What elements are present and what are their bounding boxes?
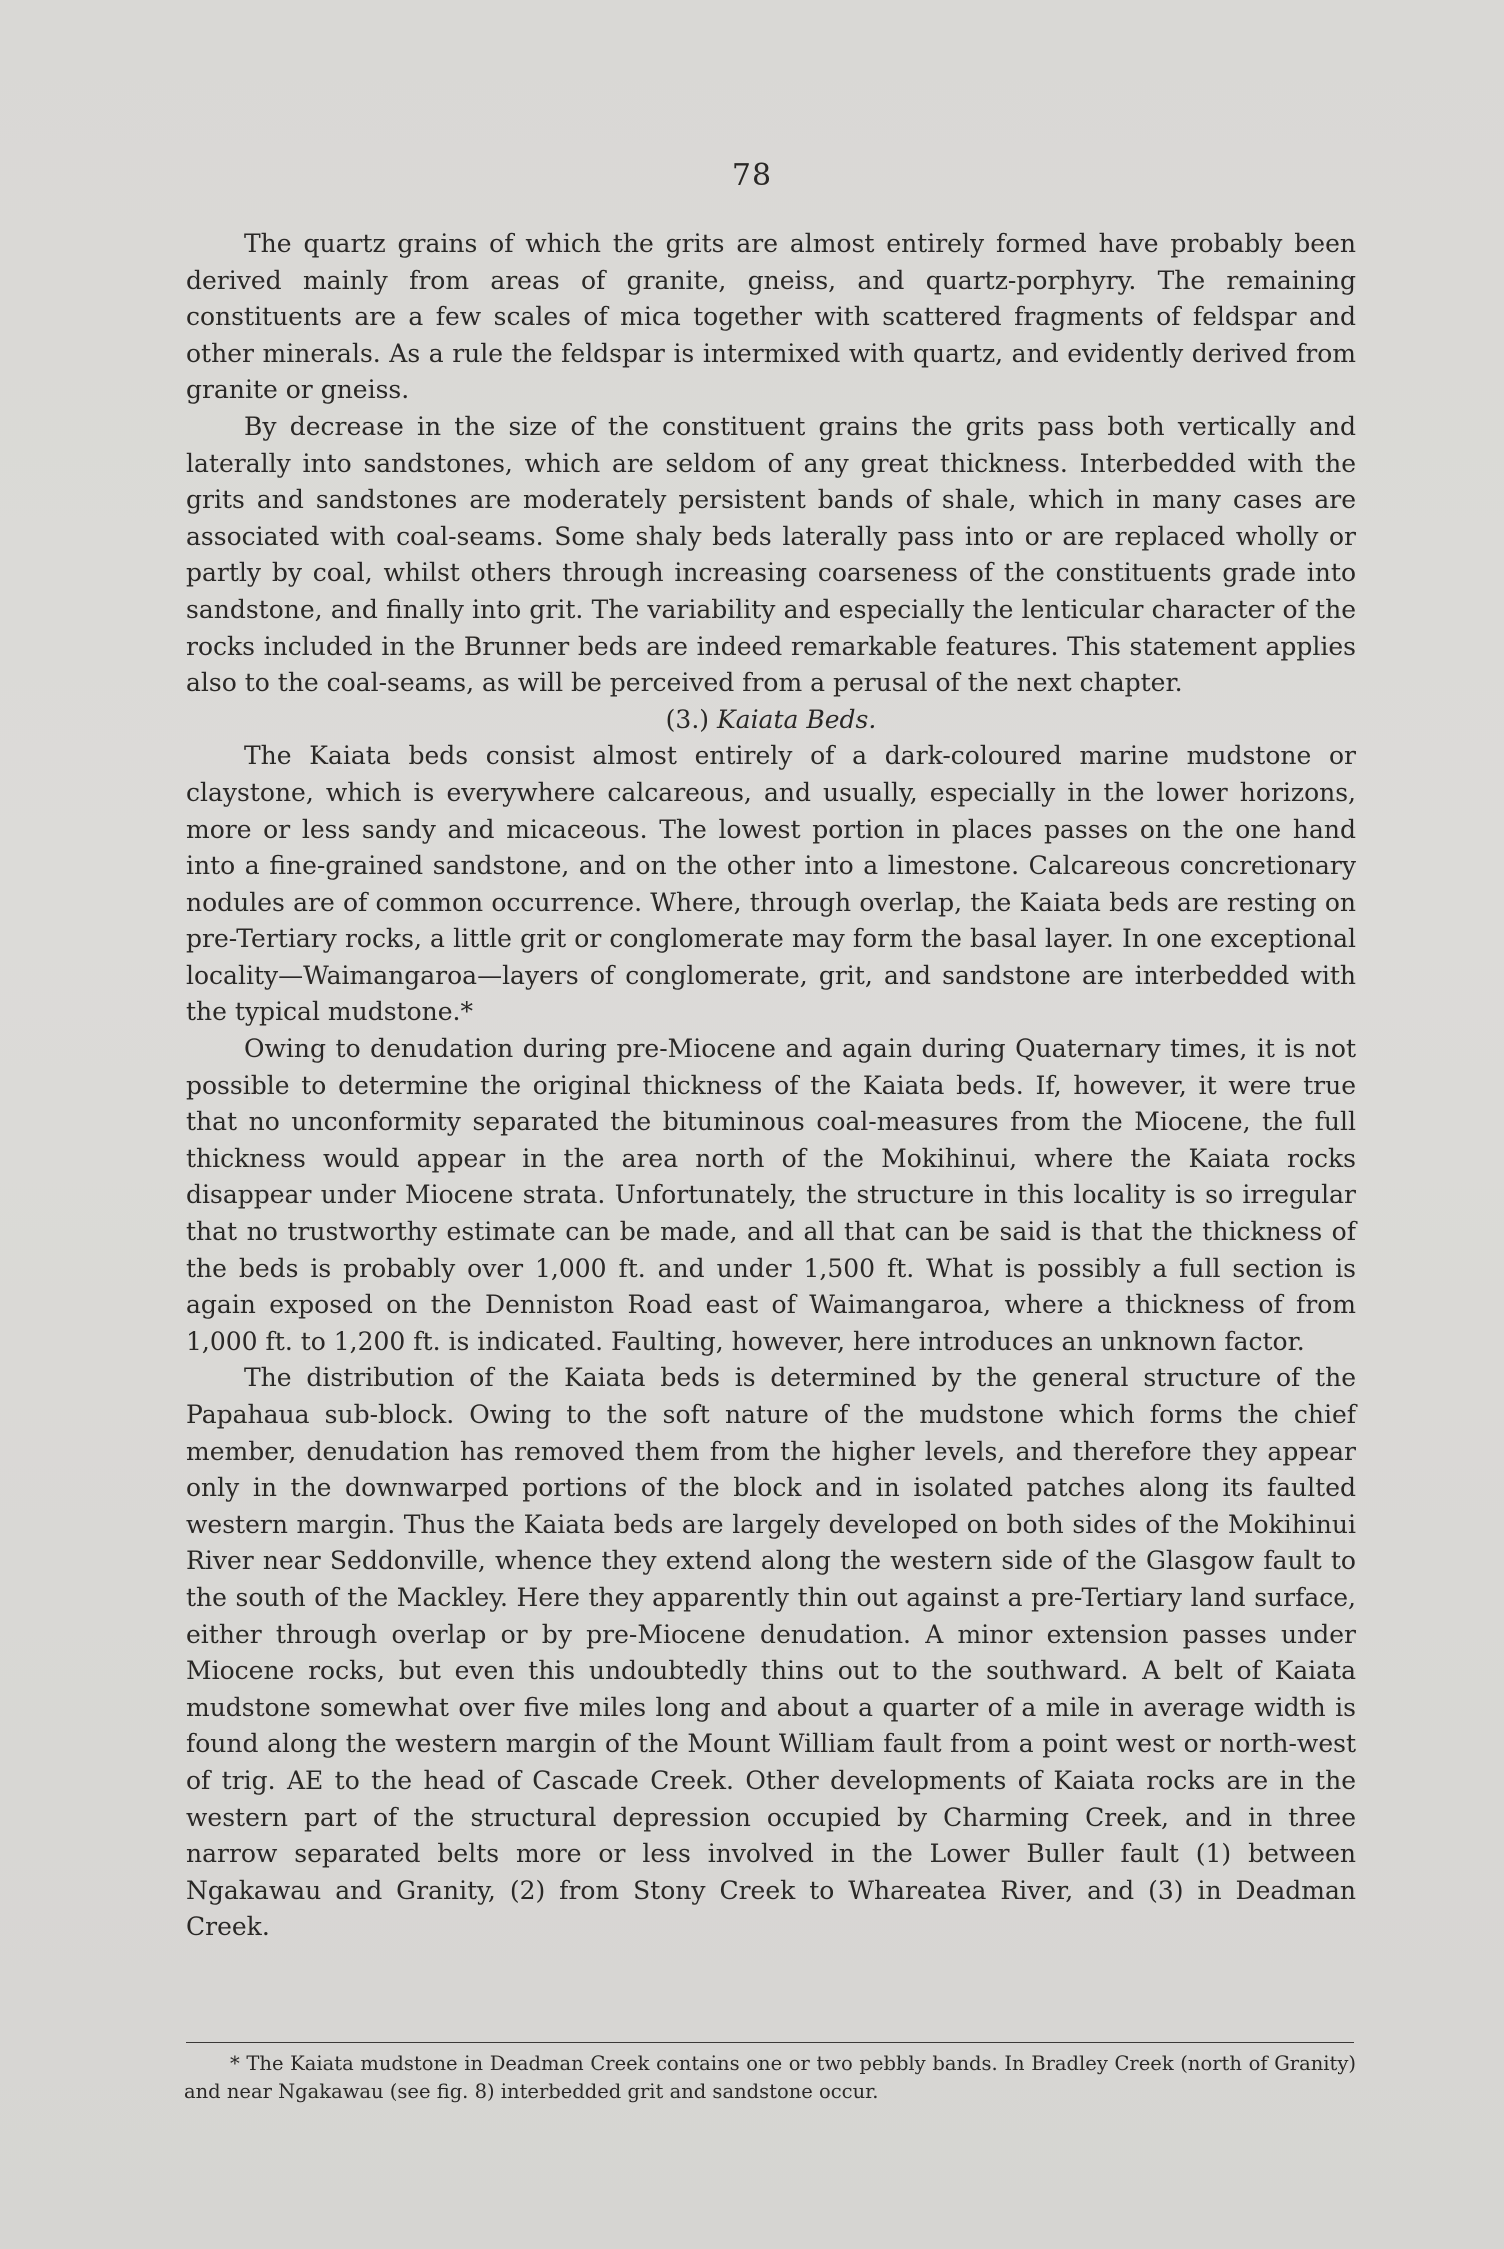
body-text <box>186 226 1356 1946</box>
section-heading <box>186 702 1356 739</box>
paragraph-grain-size: By decrease in the size of the constituent grains the grits pass both vertically and laterally into sandstones, which are seldom of any great thickness. Interbedded with the grits and sandstones are moderately persistent bands of shale, which in many cases are associated with coal-seams. Some shaly beds laterally pass into or are replaced wholly or partly by coal, whilst others through increasing coarseness of the constituents grade into sandstone, and finally into grit. The variability and especially the lenticular character of the rocks included in the Brunner beds are indeed remarkable features. This statement applies also to the coal-seams, as will be perceived from a perusal of the next chapter. <box>186 411 1356 698</box>
paragraph-quartz-grains: The quartz grains of which the grits are almost entirely formed have probably been derived mainly from areas of granite, gneiss, and quartz-porphyry. The remaining constituents are a few scales of mica together with scattered fragments of feldspar and other minerals. As a rule the feldspar is intermixed with quartz, and evidently derived from granite or gneiss. <box>186 229 1356 405</box>
section-number: (3.) <box>665 704 710 734</box>
paragraph-kaiata-distribution: The distribution of the Kaiata beds is determined by the general structure of the Papahaua sub-block. Owing to the soft nature of the mudstone which forms the chief member, denudation has removed them from the higher levels, and therefore they appear only in the downwarped portions of the block and in isolated patches along its faulted western margin. Thus the Kaiata beds are largely developed on both sides of the Mokihinui River near Seddonville, whence they extend along the western side of the Glasgow fault to the south of the Mackley. Here they apparently thin out against a pre-Tertiary land surface, either through overlap or by pre-Miocene denudation. A minor extension passes under Miocene rocks, but even this undoubtedly thins out to the southward. A belt of Kaiata mudstone somewhat over five miles long and about a quarter of a mile in average width is found along the western margin of the Mount William fault from a point west or north-west of trig. AE to the head of Cascade Creek. Other developments of Kaiata rocks are in the western part of the structural depression occupied by Charming Creek, and in three narrow separated belts more or less involved in the Lower Buller fault (1) between Ngakawau and Granity, (2) from Stony Creek to Whareatea River, and (3) in Deadman Creek. <box>186 1363 1356 1942</box>
page-number: 78 <box>731 158 773 193</box>
section-title: Kaiata Beds. <box>716 704 877 734</box>
paragraph-kaiata-composition: The Kaiata beds consist almost entirely of a dark-coloured marine mudstone or claystone, which is everywhere calcareous, and usually, especially in the lower horizons, more or less sandy and micaceous. The lowest portion in places passes on the one hand into a fine-grained sandstone, and on the other into a limestone. Calcareous concretionary nodules are of common occurrence. Where, through overlap, the Kaiata beds are resting on pre-Tertiary rocks, a little grit or conglomerate may form the basal layer. In one exceptional locality—Waimangaroa—layers of conglomerate, grit, and sandstone are interbedded with the typical mudstone.* <box>186 741 1356 1027</box>
paragraph-kaiata-thickness: Owing to denudation during pre-Miocene and again during Quaternary times, it is not possible to determine the original thickness of the Kaiata beds. If, however, it were true that no unconformity separated the bituminous coal-measures from the Miocene, the full thickness would appear in the area north of the Mokihinui, where the Kaiata rocks disappear under Miocene strata. Unfortunately, the structure in this locality is so irregular that no trustworthy estimate can be made, and all that can be said is that the thickness of the beds is probably over 1,000 ft. and under 1,500 ft. What is possibly a full section is again exposed on the Denniston Road east of Waimangaroa, where a thickness of from 1,000 ft. to 1,200 ft. is indicated. Faulting, however, here introduces an unknown factor. <box>186 1034 1356 1356</box>
footnote: * The Kaiata mudstone in Deadman Creek contains one or two pebbly bands. In Bradley Creek (north of Granity) and near Ngakawau (see fig. 8) interbedded grit and sandstone occur. <box>184 2052 1356 2103</box>
footnote-divider <box>186 2042 1354 2043</box>
